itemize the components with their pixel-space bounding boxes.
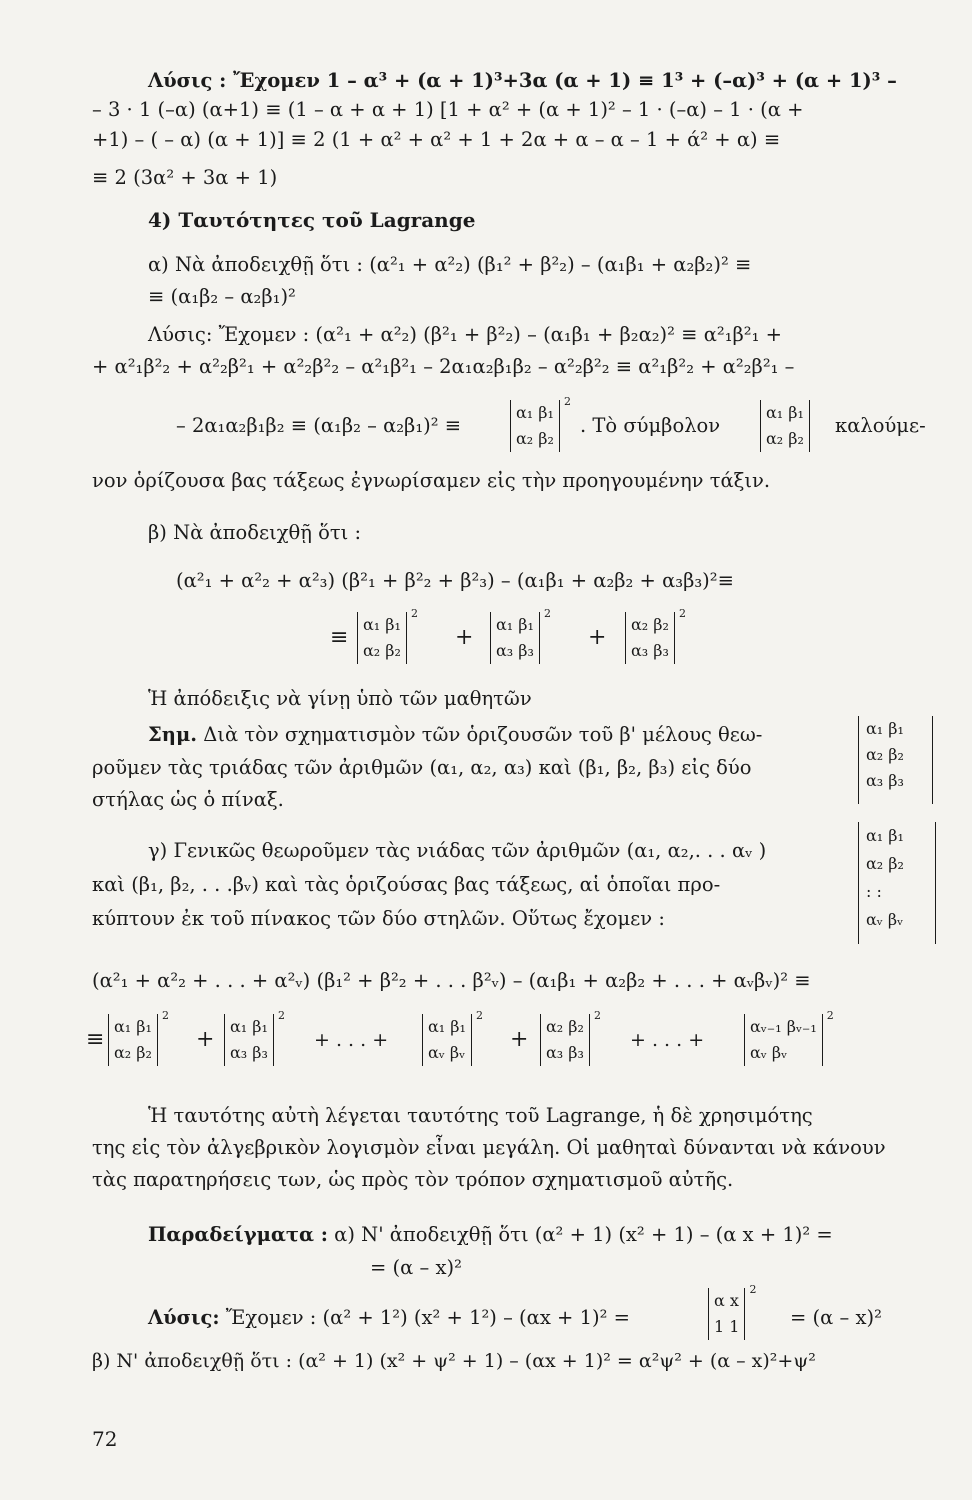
det-row: α₁ β₁ [516,403,554,422]
solution-line-3: +1) – ( – α) (α + 1)] ≡ 2 (1 + α² + α² + 1 + 2α + α – α – 1 + ά² + α) ≡ [92,128,781,151]
example-a-line-1 [148,1222,833,1248]
det-row: α₁ β₁ [114,1017,152,1036]
exponent: 2 [543,607,551,620]
remark-line-3: στήλας ὡς ὁ πίναξ. [92,788,284,811]
det-row: α₂ β₂ [631,615,669,634]
exponent: 2 [563,395,571,408]
equiv-sign: ≡ [86,1027,105,1052]
det-row: α₂ β₂ [766,429,804,448]
matrix-row: : : [866,882,882,901]
general-line-3: κύπτουν ἐκ τοῦ πίνακος τῶν δύο στηλῶν. Οὕτως ἔχομεν : [92,907,665,930]
plus-dots: + . . . + [630,1029,705,1051]
proof-note: Ἡ ἀπόδειξις νὰ γίνῃ ὑπὸ τῶν μαθητῶν [148,687,532,710]
closing-line-1: Ἡ ταυτότης αὐτὴ λέγεται ταυτότης τοῦ Lagrange, ἡ δὲ χρησιμότης [148,1104,813,1127]
plus-sign: + [455,625,474,650]
general-identity-line: (α²₁ + α²₂ + . . . + α²ᵥ) (β₁² + β²₂ + . . . β²ᵥ) – (α₁β₁ + α₂β₂ + . . . + αᵥβᵥ)² ≡ [92,969,811,992]
solution-line-2: – 3 · 1 (–α) (α+1) ≡ (1 – α + α + 1) [1 + α² + (α + 1)² – 1 · (–α) – 1 · (α + [92,98,804,121]
determinant-a1b1-a2b2 [510,395,571,452]
proof-a-line-4: νον ὁρίζουσα βας τάξεως ἐγνωρίσαμεν εἰς τὴν προηγουμένην τάξιν. [92,469,771,492]
determinant-symbol [760,400,810,452]
det-row: α₂ β₂ [516,429,554,448]
example-b-line: β) Ν' ἀποδειχθῇ ὅτι : (α² + 1) (x² + ψ² + 1) – (αx + 1)² = α²ψ² + (α – x)²+ψ² [92,1350,816,1372]
statement-a-line-2: ≡ (α₁β₂ – α₂β₁)² [148,285,296,308]
exponent: 2 [277,1009,285,1022]
det-row: α₂ β₂ [546,1017,584,1036]
solution-label: Λύσις: [148,1306,220,1329]
exponent: 2 [161,1009,169,1022]
determinant-13 [224,1009,285,1066]
determinant-23 [540,1009,601,1066]
solution-line-1: Λύσις : Ἔχομεν 1 – α³ + (α + 1)³+3α (α + 1) ≡ 1³ + (–α)³ + (α + 1)³ – [148,69,897,92]
determinant-13 [490,607,551,664]
det-row: α₃ β₃ [230,1043,268,1062]
matrix-row: α₁ β₁ [866,826,904,845]
page-number: 72 [92,1427,118,1451]
det-row: α₁ β₁ [766,403,804,422]
det-row: α₁ β₁ [363,615,401,634]
exponent: 2 [475,1009,483,1022]
determinant-1v [422,1009,483,1066]
general-line-2: καὶ (β₁, β₂, . . .βᵥ) καὶ τὰς ὁριζούσας βας τάξεως, αἱ ὁποῖαι προ- [92,873,721,896]
determinant-12 [357,607,418,664]
plus-sign: + [588,625,607,650]
general-line-1: γ) Γενικῶς θεωροῦμεν τὰς νιάδας τῶν ἀριθμῶν (α₁, α₂,. . . αᵥ ) [148,839,767,862]
equiv-sign: ≡ [330,625,349,650]
plus-sign: + [510,1027,529,1052]
det-row: αᵥ βᵥ [428,1043,466,1062]
solution-line-4: ≡ 2 (3α² + 3α + 1) [92,166,278,189]
determinant-last [744,1009,834,1066]
det-row: α₂ β₂ [363,641,401,660]
det-row: α₃ β₃ [631,641,669,660]
matrix-row: α₂ β₂ [866,745,904,764]
matrix-bar-right [932,716,933,804]
exponent: 2 [593,1009,601,1022]
det-row: αᵥ βᵥ [750,1043,788,1062]
matrix-three-rows [858,716,904,794]
determinant-12 [108,1009,169,1066]
det-row: αᵥ₋₁ βᵥ₋₁ [750,1017,817,1036]
plus-dots: + . . . + [314,1029,389,1051]
remark-line-1 [148,722,762,748]
det-row: α₂ β₂ [114,1043,152,1062]
det-row: α₁ β₁ [230,1017,268,1036]
matrix-bar-right [935,822,936,944]
example-a-solution [148,1305,630,1331]
closing-line-2: της εἰς τὸν ἀλγεβρικὸν λογισμὸν εἶναι μεγάλη. Οἱ μαθηταὶ δύνανται νὰ κάνουν [92,1136,886,1159]
proof-a-line-3: – 2α₁α₂β₁β₂ ≡ (α₁β₂ – α₂β₁)² ≡ [176,414,462,437]
determinant-23 [625,607,686,664]
det-row: α₁ β₁ [428,1017,466,1036]
exponent: 2 [749,1283,757,1296]
det-row: α₃ β₃ [546,1043,584,1062]
matrix-row: α₃ β₃ [866,771,904,790]
examples-label: Παραδείγματα : [148,1223,328,1246]
example-a-result: = (α – x)² [790,1306,882,1329]
symbol-text: . Τὸ σύμβολον [580,414,721,437]
det-row: α x [714,1291,739,1310]
proof-a-line-1: Λύσις: Ἔχομεν : (α²₁ + α²₂) (β²₁ + β²₂) – (α₁β₁ + β₂α₂)² ≡ α²₁β²₁ + [148,323,782,346]
matrix-n-rows [858,822,904,934]
remark-text: Διὰ τὸν σχηματισμὸν τῶν ὁριζουσῶν τοῦ β' μέλους θεω- [197,723,763,746]
exponent: 2 [678,607,686,620]
exponent: 2 [410,607,418,620]
solution-text: Ἔχομεν : (α² + 1²) (x² + 1²) – (αx + 1)² = [219,1306,630,1329]
matrix-row: α₂ β₂ [866,854,904,873]
exponent: 2 [826,1009,834,1022]
text-line [148,68,897,94]
statement-a-line-1: α) Νὰ ἀποδειχθῇ ὅτι : (α²₁ + α²₂) (β₁² + β²₂) – (α₁β₁ + α₂β₂)² ≡ [148,253,752,276]
matrix-row: αᵥ βᵥ [866,910,904,929]
plus-sign: + [196,1027,215,1052]
remark-label: Σημ. [148,723,198,746]
called-text: καλούμε- [835,414,926,437]
det-row: 1 1 [714,1317,740,1336]
example-a-text: α) Ν' ἀποδειχθῇ ὅτι (α² + 1) (x² + 1) – (α x + 1)² = [327,1223,833,1246]
statement-b-line-1: β) Νὰ ἀποδειχθῇ ὅτι : [148,521,362,544]
closing-line-3: τὰς παρατηρήσεις των, ὡς πρὸς τὸν τρόπον σχηματισμοῦ αὐτῆς. [92,1168,734,1191]
determinant-ax [708,1283,757,1340]
det-row: α₃ β₃ [496,641,534,660]
matrix-row: α₁ β₁ [866,719,904,738]
remark-line-2: ροῦμεν τὰς τριάδας τῶν ἀριθμῶν (α₁, α₂, α₃) καὶ (β₁, β₂, β₃) εἰς δύο [92,756,752,779]
section-heading: 4) Ταυτότητες τοῦ Lagrange [148,208,476,232]
det-row: α₁ β₁ [496,615,534,634]
statement-b-line-2: (α²₁ + α²₂ + α²₃) (β²₁ + β²₂ + β²₃) – (α₁β₁ + α₂β₂ + α₃β₃)²≡ [176,569,734,592]
proof-a-line-2: + α²₁β²₂ + α²₂β²₁ + α²₂β²₂ – α²₁β²₁ – 2α₁α₂β₁β₂ – α²₂β²₂ ≡ α²₁β²₂ + α²₂β²₁ – [92,355,795,378]
example-a-line-2: = (α – x)² [370,1256,462,1279]
